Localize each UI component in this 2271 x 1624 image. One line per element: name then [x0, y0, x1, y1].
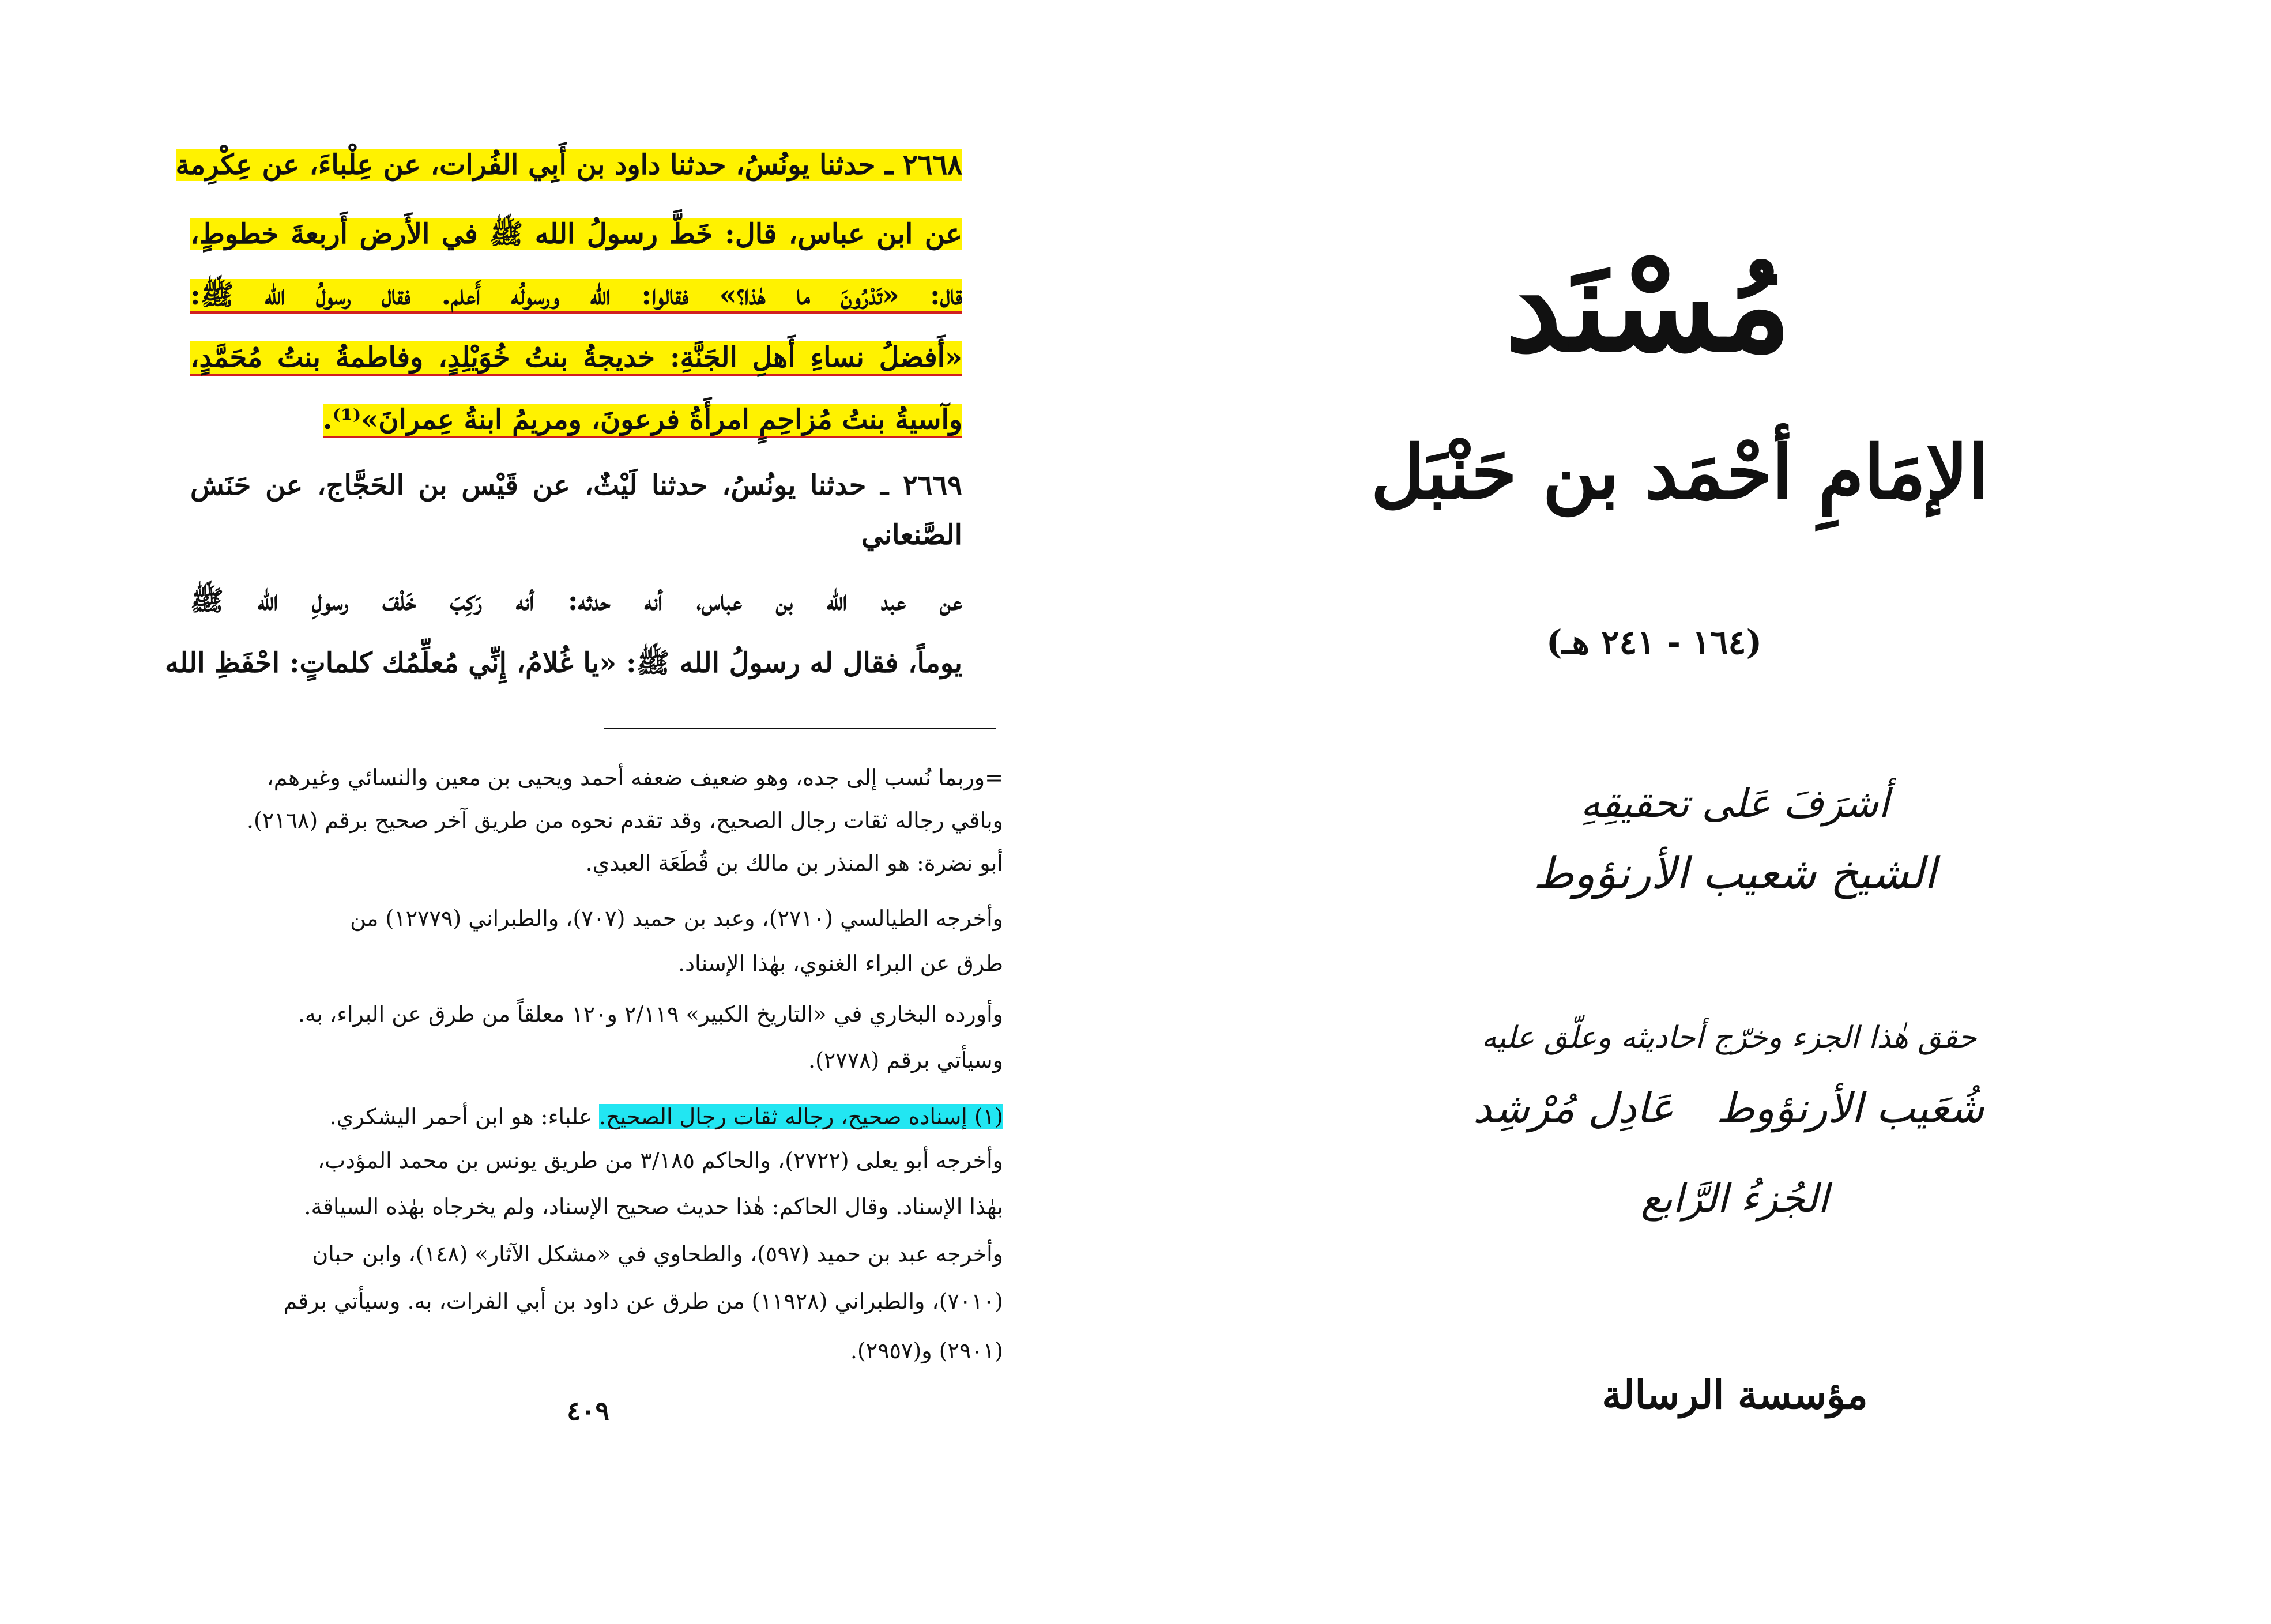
- left-page: [0, 0, 1135, 1624]
- title-musnad: مُسْنَد: [1505, 231, 1791, 380]
- footnote-line: أبو نضرة: هو المنذر بن مالك بن قُطَعَة العبدي.: [585, 850, 1003, 876]
- hadith-2668-line-5: وآسيةُ بنتُ مُزاحِمٍ امرأَةُ فرعونَ، ومريمُ ابنةُ عِمرانَ»⁽¹⁾.: [357, 395, 962, 444]
- footnote-line: وباقي رجاله ثقات رجال الصحيح، وقد تقدم نحوه من طريق آخر صحيح برقم (٢١٦٨).: [246, 808, 1003, 833]
- page-number: ٤٠٩: [566, 1395, 610, 1426]
- footnote-line: طرق عن البراء الغنوي، بهٰذا الإسناد.: [678, 951, 1003, 976]
- footnote-1-highlight: (١) إسناده صحيح، رجاله ثقات رجال الصحيح.: [598, 1104, 1003, 1129]
- footnote-line: =وربما نُسب إلى جده، وهو ضعيف ضعفه أحمد ويحيى بن معين والنسائي وغيرهم،: [266, 765, 1003, 790]
- title-dates: (١٦٤ - ٢٤١ هـ): [1546, 623, 1762, 662]
- publisher-name: مؤسسة الرسالة: [1602, 1372, 1868, 1418]
- volume-label: الجُزءُ الرَّابع: [1641, 1176, 1829, 1222]
- footnote-separator: [604, 728, 996, 729]
- footnote-line: وأخرجه أبو يعلى (٢٧٢٢)، والحاكم ٣/١٨٥ من طريق يونس بن محمد المؤدب،: [317, 1148, 1003, 1173]
- hadith-2668-line-4: «أَفضلُ نساءِ أَهلِ الجَنَّةِ: خديجةُ بنتُ خُوَيْلِدٍ، وفاطمةُ بنتُ مُحَمَّدٍ،: [190, 333, 962, 382]
- footnote-line: وأخرجه عبد بن حميد (٥٩٧)، والطحاوي في «مشكل الآثار» (١٤٨)، وابن حبان: [312, 1241, 1003, 1267]
- footnote-line: (٧٠١٠)، والطبراني (١١٩٢٨) من طرق عن داود بن أبي الفرات، به. وسيأتي برقم: [283, 1288, 1003, 1314]
- footnote-line: وسيأتي برقم (٢٧٧٨).: [808, 1048, 1003, 1073]
- hadith-2668-line-1: ٢٦٦٨ ـ حدثنا يونُسُ، حدثنا داود بن أَبِي الفُرات، عن عِلْباءَ، عن عِكْرِمة: [175, 149, 962, 181]
- editor-arnaut: شُعَيب الأرنؤوط: [1716, 1084, 1984, 1132]
- footnote-1-rest: علباء: هو ابن أحمر اليشكري.: [329, 1104, 592, 1129]
- supervised-label: أشرَفَ عَلى تحقيقِهِ: [1580, 781, 1889, 827]
- edited-by-label: حقق هٰذا الجزء وخرّج أحاديثه وعلّق عليه: [1481, 1020, 1977, 1055]
- supervisor-name: الشيخ شعيب الأرنؤوط: [1533, 847, 1937, 899]
- right-page: [1135, 0, 2271, 1624]
- hadith-2668-line-3: قال: «تَدْرُونَ ما هٰذا؟» فقالوا: الله ورسولُه أَعلم. فقال رسولُ الله ﷺ:: [190, 271, 962, 319]
- title-imam-ahmad: الإمَامِ أحْمَد بن حَنْبَل: [1370, 429, 1988, 516]
- hadith-2669-line-4: يوماً، فقال له رسولُ الله ﷺ: «يا غُلامُ، إِنِّي مُعلِّمُك كلماتٍ: احْفَظِ الله: [164, 647, 962, 679]
- hadith-2669-line-2: الصَّنعاني: [861, 519, 962, 551]
- hadith-2668-line-2: عن ابن عباس، قال: خَطَّ رسولُ الله ﷺ في الأَرض أَربعةَ خطوطٍ،: [190, 218, 962, 250]
- hadith-2669-line-1: ٢٦٦٩ ـ حدثنا يونُسُ، حدثنا لَيْثٌ، عن قَيْس بن الحَجَّاج، عن حَنَش: [190, 469, 962, 502]
- footnote-line: (٢٩٠١) و(٢٩٥٧).: [850, 1338, 1003, 1363]
- footnote-line: بهٰذا الإسناد. وقال الحاكم: هٰذا حديث صحيح الإسناد، ولم يخرجاه بهٰذه السياقة.: [304, 1194, 1003, 1219]
- footnote-line: وأورده البخاري في «التاريخ الكبير» ٢/١١٩ و١٢٠ معلقاً من طرق عن البراء، به.: [297, 1001, 1003, 1027]
- footnote-1: [190, 1099, 1003, 1135]
- editor-murshid: عَادِل مُرْشِد: [1472, 1084, 1674, 1132]
- footnote-line: وأخرجه الطيالسي (٢٧١٠)، وعبد بن حميد (٧٠٧)، والطبراني (١٢٧٧٩) من: [350, 906, 1003, 931]
- hadith-2669-line-3: عن عبد الله بن عباس، أنه حدثه: أنه رَكِبَ خَلْفَ رسولِ الله ﷺ: [190, 585, 962, 617]
